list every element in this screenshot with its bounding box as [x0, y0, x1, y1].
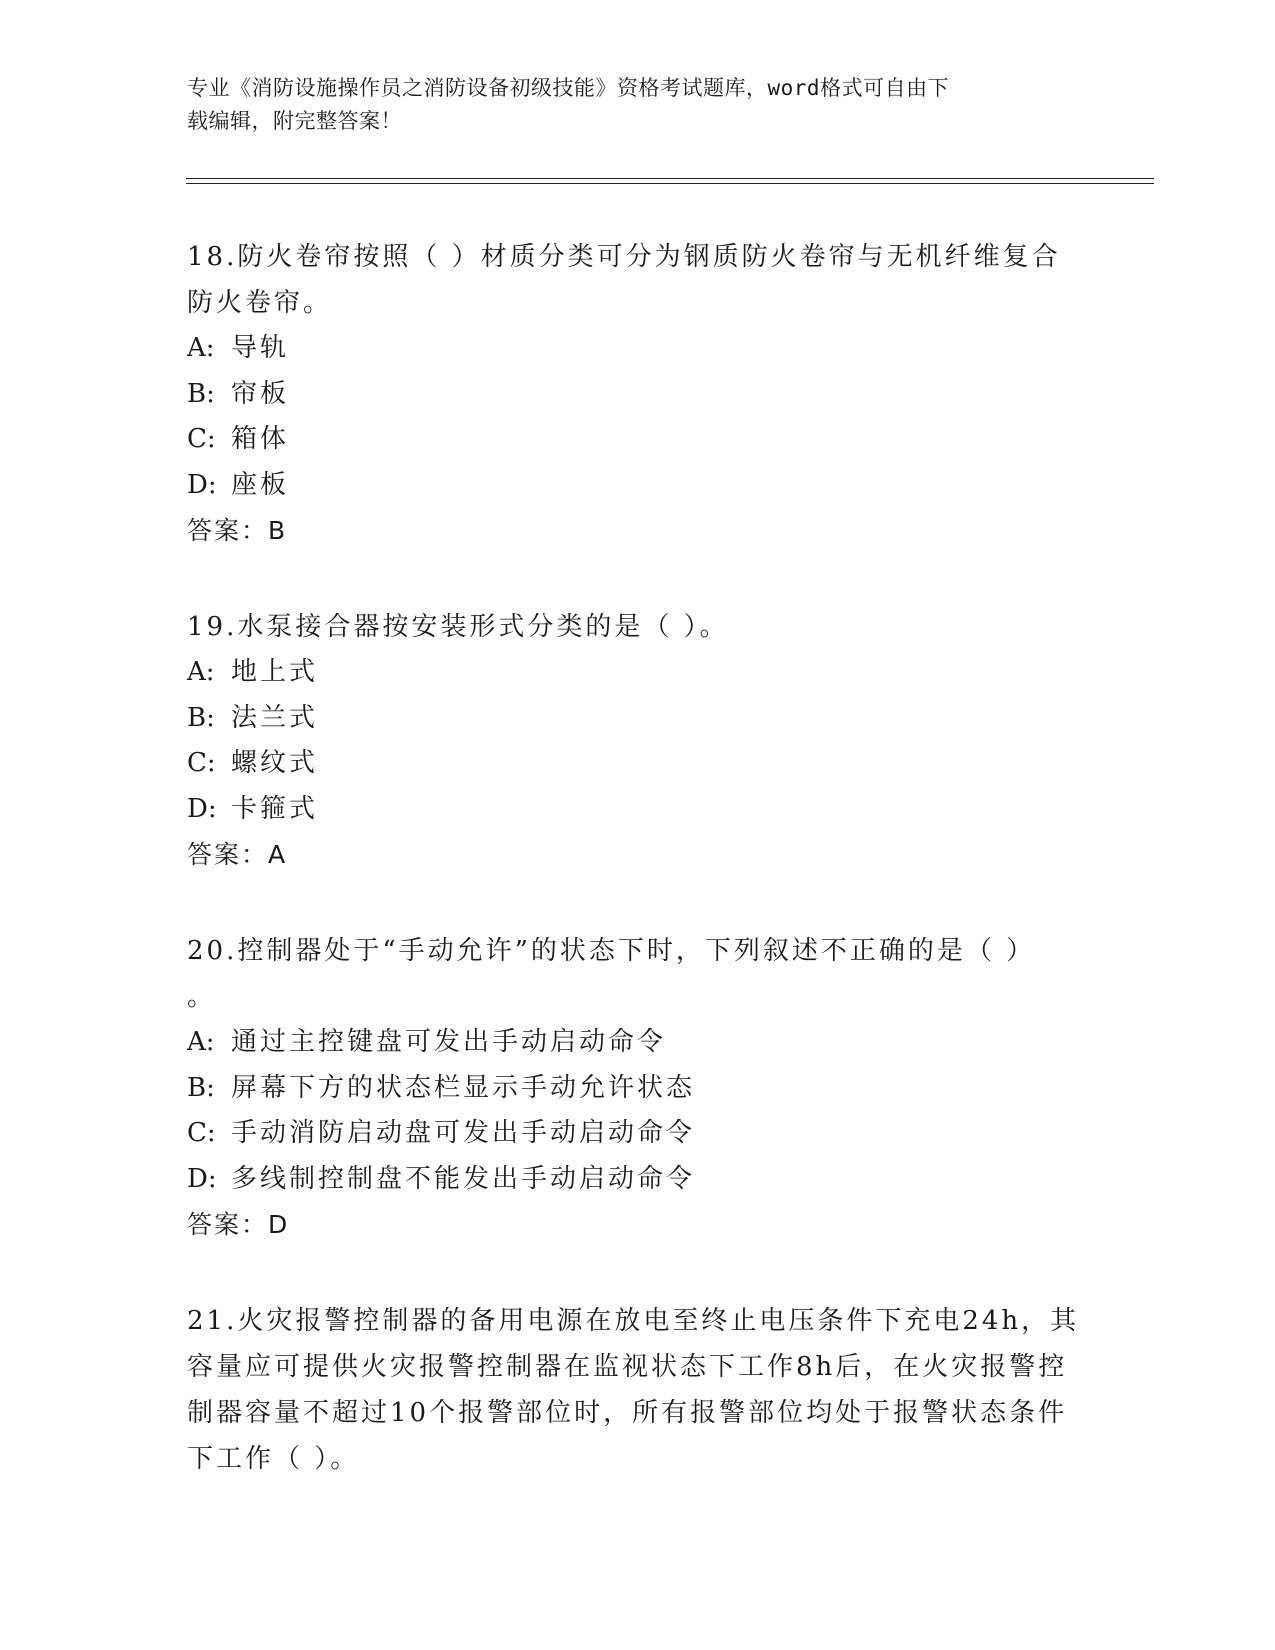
question-18 [187, 234, 1087, 554]
option-text: 地上式 [231, 657, 319, 687]
option-d [187, 1157, 1087, 1203]
header-line-2: 载编辑，附完整答案！ [187, 109, 402, 133]
header-line-1: 专业《消防设施操作员之消防设备初级技能》资格考试题库，word格式可自由下 [187, 76, 950, 100]
option-text: 法兰式 [231, 702, 319, 733]
question-stem-line: 19.水泵接合器按安装形式分类的是（ ）。 [187, 612, 729, 642]
option-a [187, 650, 1087, 696]
option-c [187, 741, 1087, 787]
option-text: 帘板 [231, 378, 290, 409]
question-stem-line: 防火卷帘。 [187, 288, 333, 318]
answer-line: 答案：B [187, 516, 288, 545]
option-letter: D: [187, 469, 217, 500]
option-b [187, 696, 1087, 742]
option-letter: A: [187, 1027, 215, 1057]
option-letter: A: [187, 333, 215, 363]
question-20 [187, 928, 1087, 1248]
option-c [187, 1111, 1087, 1157]
question-stem-line: 20.控制器处于“手动允许”的状态下时，下列叙述不正确的是（ ） [187, 936, 1036, 966]
option-text: 座板 [231, 469, 290, 500]
option-letter: D: [187, 1163, 217, 1194]
option-text: 箱体 [231, 424, 290, 454]
option-letter: C: [187, 1118, 216, 1148]
option-letter: B: [187, 378, 215, 409]
option-letter: D: [187, 793, 217, 824]
question-21 [187, 1298, 1087, 1482]
option-text: 屏幕下方的状态栏显示手动允许状态 [231, 1072, 696, 1103]
option-text: 多线制控制盘不能发出手动启动命令 [231, 1163, 696, 1194]
document-header [187, 72, 1067, 138]
option-letter: C: [187, 424, 216, 454]
header-divider-top [186, 178, 1154, 179]
option-letter: B: [187, 1072, 215, 1103]
question-stem-line: 容量应可提供火灾报警控制器在监视状态下工作8h后，在火灾报警控 [187, 1352, 1068, 1382]
option-text: 卡箍式 [231, 793, 319, 824]
question-list [187, 234, 1087, 1532]
question-stem-line: 21.火灾报警控制器的备用电源在放电至终止电压条件下充电24h，其 [187, 1306, 1080, 1336]
option-letter: A: [187, 657, 215, 687]
option-a [187, 1020, 1087, 1066]
answer-line: 答案：D [187, 1210, 290, 1239]
question-stem-line: 。 [187, 982, 217, 1012]
option-text: 螺纹式 [231, 748, 319, 778]
question-stem-line: 18.防火卷帘按照（ ）材质分类可分为钢质防火卷帘与无机纤维复合 [187, 242, 1061, 272]
option-d [187, 787, 1087, 833]
option-letter: C: [187, 748, 216, 778]
header-divider-bottom [186, 183, 1154, 184]
option-text: 导轨 [231, 333, 290, 363]
option-text: 通过主控键盘可发出手动启动命令 [231, 1027, 667, 1057]
answer-line: 答案：A [187, 840, 288, 869]
question-stem-line: 制器容量不超过10个报警部位时，所有报警部位均处于报警状态条件 [187, 1398, 1068, 1428]
option-c [187, 417, 1087, 463]
option-letter: B: [187, 702, 215, 733]
option-b [187, 1066, 1087, 1112]
option-b [187, 372, 1087, 418]
option-d [187, 463, 1087, 509]
option-text: 手动消防启动盘可发出手动启动命令 [231, 1118, 696, 1148]
question-stem-line: 下工作（ ）。 [187, 1444, 360, 1474]
option-a [187, 326, 1087, 372]
question-19 [187, 604, 1087, 878]
